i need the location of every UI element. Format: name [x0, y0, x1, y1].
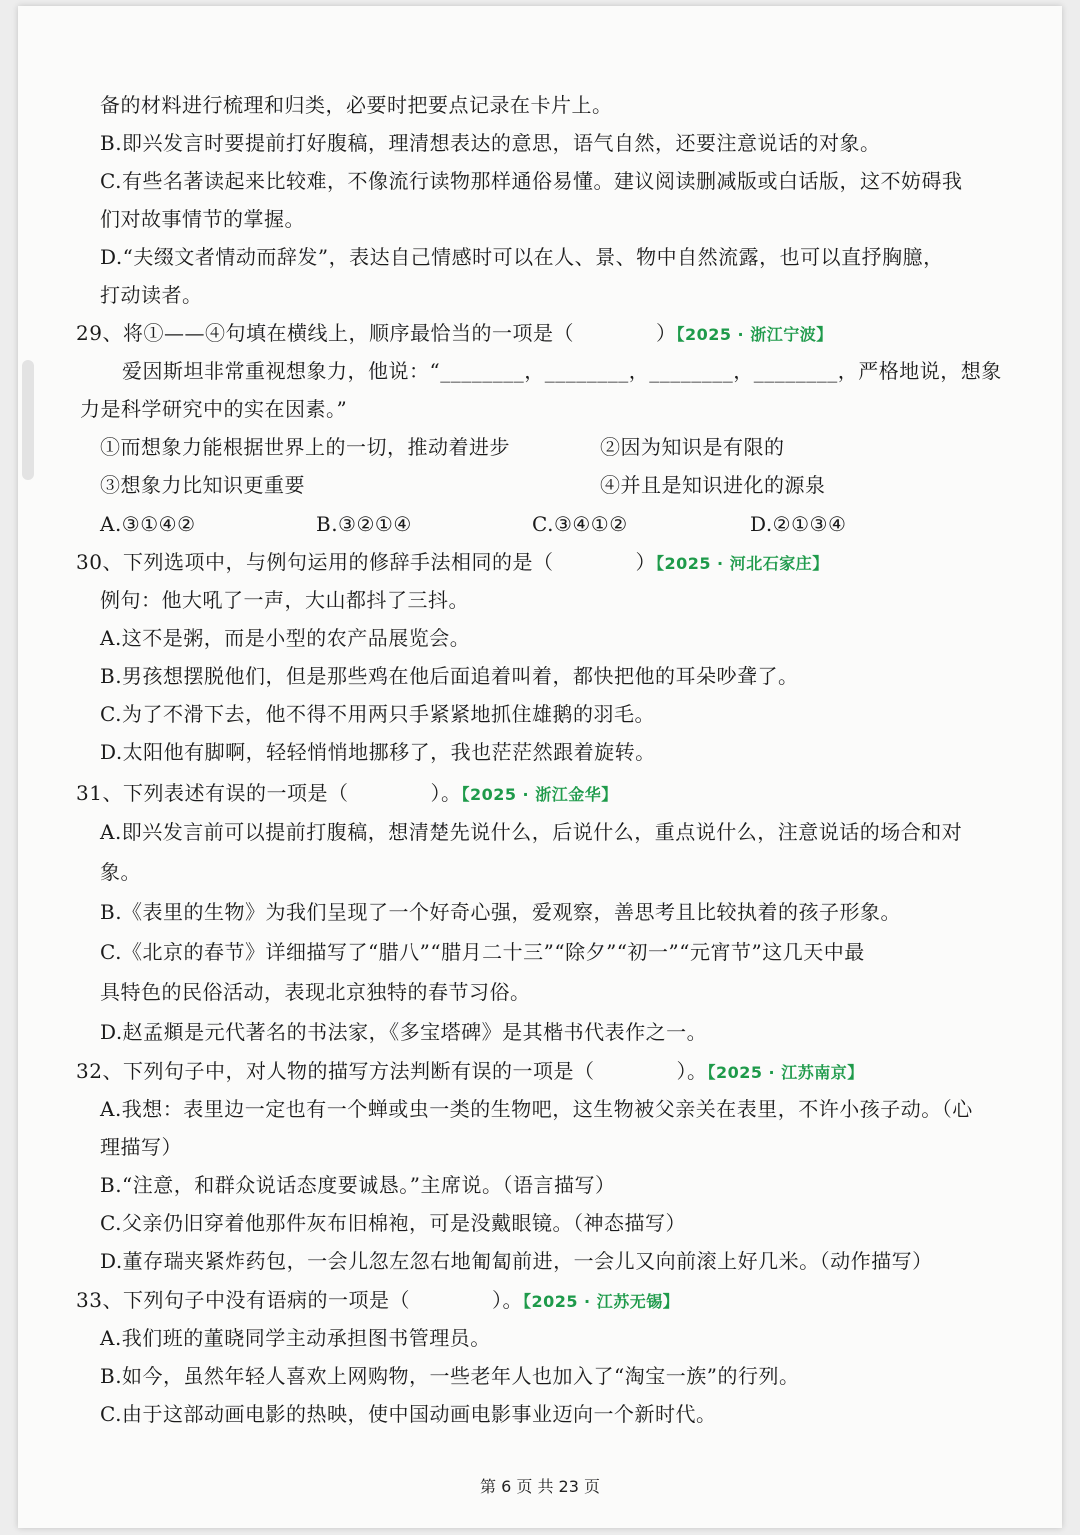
text-line: 力是科学研究中的实在因素。”	[80, 397, 348, 421]
source-tag: 【2025 · 浙江金华】	[461, 785, 618, 804]
option-a-31: A.即兴发言前可以提前打腹稿，想清楚先说什么，后说什么，重点说什么，注意说话的场合和对	[100, 820, 963, 844]
option-c-29: C.③④①②	[532, 512, 628, 536]
option-a-29: A.③①④②	[100, 512, 196, 536]
text-line: 理描写）	[100, 1135, 182, 1159]
option-d-31: D.赵孟頫是元代著名的书法家，《多宝塔碑》是其楷书代表作之一。	[100, 1020, 708, 1044]
option-b-30: B.男孩想摆脱他们，但是那些鸡在他后面追着叫着，都快把他的耳朵吵聋了。	[100, 664, 799, 688]
option-b-31: B.《表里的生物》为我们呈现了一个好奇心强，爱观察，善思考且比较执着的孩子形象。	[100, 900, 902, 924]
example-sentence: 例句：他大吼了一声，大山都抖了三抖。	[100, 588, 469, 612]
sentence-4: ④并且是知识进化的源泉	[600, 473, 826, 497]
question-31: 31、下列表述有误的一项是（ ）。【2025 · 浙江金华】	[76, 781, 618, 805]
sentence-2: ②因为知识是有限的	[600, 435, 785, 459]
option-a-33: A.我们班的董晓同学主动承担图书管理员。	[100, 1326, 491, 1350]
source-tag: 【2025 · 江苏南京】	[707, 1063, 864, 1082]
question-29-stem: 爱因斯坦非常重视想象力，他说：“________，________，________，________，严格地说，想象	[122, 359, 1002, 383]
page-number: 第 6 页 共 23 页	[480, 1477, 600, 1496]
option-c-31: C.《北京的春节》详细描写了“腊八”“腊月二十三”“除夕”“初一”“元宵节”这几天中最	[100, 940, 865, 964]
sentence-3: ③想象力比知识更重要	[100, 473, 305, 497]
question-29: 29、将①——④句填在横线上，顺序最恰当的一项是（ ）【2025 · 浙江宁波】	[76, 321, 833, 345]
option-b-33: B.如今，虽然年轻人喜欢上网购物，一些老年人也加入了“淘宝一族”的行列。	[100, 1364, 800, 1388]
question-33: 33、下列句子中没有语病的一项是（ ）。【2025 · 江苏无锡】	[76, 1288, 680, 1312]
question-30: 30、下列选项中，与例句运用的修辞手法相同的是（ ）【2025 · 河北石家庄】	[76, 550, 829, 574]
option-d-30: D.太阳他有脚啊，轻轻悄悄地挪移了，我也茫茫然跟着旋转。	[100, 740, 656, 764]
text-line: 们对故事情节的掌握。	[100, 207, 305, 231]
option-b-32: B.“注意，和群众说话态度要诚恳。”主席说。（语言描写）	[100, 1173, 616, 1197]
option-c-33: C.由于这部动画电影的热映，使中国动画电影事业迈向一个新时代。	[100, 1402, 717, 1426]
scroll-handle[interactable]	[22, 360, 34, 480]
option-d-29: D.②①③④	[750, 512, 847, 536]
option-a-30: A.这不是粥，而是小型的农产品展览会。	[100, 626, 471, 650]
option-b-28: B.即兴发言时要提前打好腹稿，理清想表达的意思，语气自然，还要注意说话的对象。	[100, 131, 881, 155]
question-32: 32、下列句子中，对人物的描写方法判断有误的一项是（ ）。【2025 · 江苏南京】	[76, 1059, 864, 1083]
option-c-30: C.为了不滑下去，他不得不用两只手紧紧地抓住雄鹅的羽毛。	[100, 702, 655, 726]
sentence-1: ①而想象力能根据世界上的一切，推动着进步	[100, 435, 510, 459]
option-d-32: D.董存瑞夹紧炸药包，一会儿忽左忽右地匍匐前进，一会儿又向前滚上好几米。（动作描写）	[100, 1249, 933, 1273]
option-c-28: C.有些名著读起来比较难，不像流行读物那样通俗易懂。建议阅读删减版或白话版，这不妨碍我	[100, 169, 963, 193]
source-tag: 【2025 · 江苏无锡】	[522, 1292, 680, 1311]
option-d-28: D.“夫缀文者情动而辞发”，表达自己情感时可以在人、景、物中自然流露，也可以直抒胸臆，	[100, 245, 944, 269]
source-tag: 【2025 · 浙江宁波】	[676, 325, 833, 344]
text-line: 打动读者。	[100, 283, 203, 307]
text-line: 象。	[100, 860, 141, 884]
option-b-29: B.③②①④	[316, 512, 412, 536]
text-line: 具特色的民俗活动，表现北京独特的春节习俗。	[100, 980, 531, 1004]
source-tag: 【2025 · 河北石家庄】	[655, 554, 829, 573]
text-line: 备的材料进行梳理和归类，必要时把要点记录在卡片上。	[100, 93, 613, 117]
option-a-32: A.我想：表里边一定也有一个蝉或虫一类的生物吧，这生物被父亲关在表里，不许小孩子动。（心	[100, 1097, 973, 1121]
option-c-32: C.父亲仍旧穿着他那件灰布旧棉袍，可是没戴眼镜。（神态描写）	[100, 1211, 686, 1235]
